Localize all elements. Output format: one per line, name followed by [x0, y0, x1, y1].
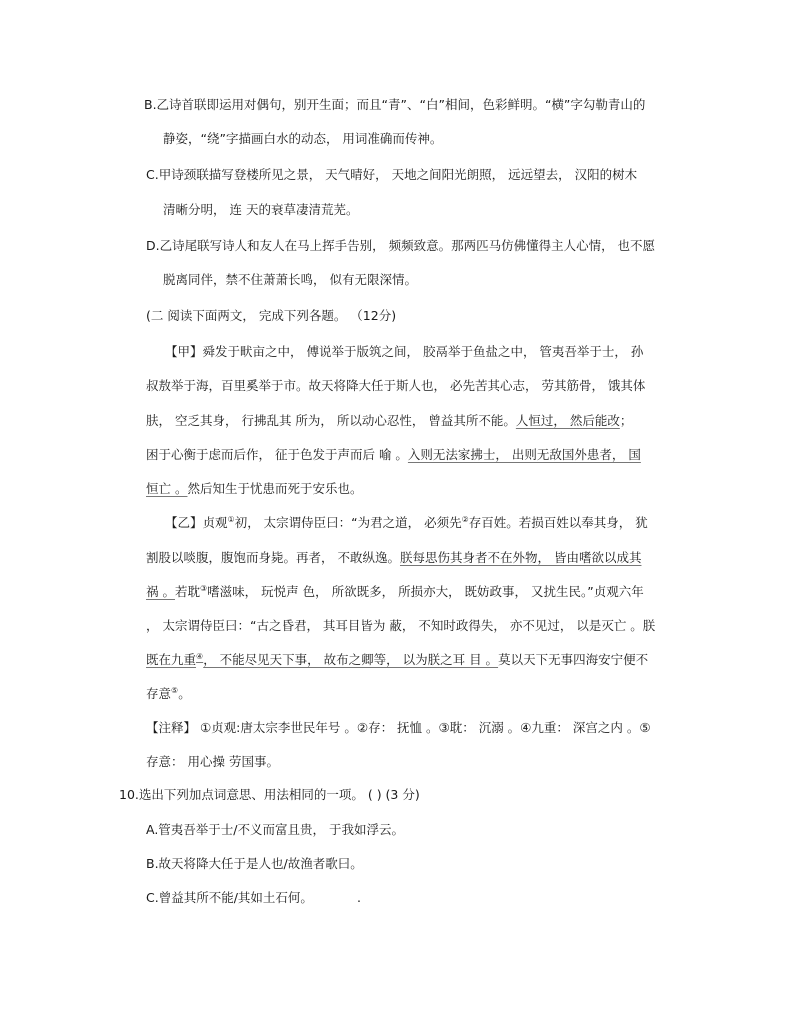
passage-jia-line-4: 困于心衡于虑而后作， 征于色发于声而后 喻 。入则无法家拂士， 出则无敌国外患者， 国 [146, 447, 641, 462]
underline-segment: 入则无法家拂士， 出则无敌国外患者， 国 [407, 447, 641, 462]
option-d-line-2: 脱离同伴，禁不住萧萧长鸣， 似有无限深情。 [163, 272, 417, 287]
footnote-ref-2: ② [461, 515, 469, 524]
underline-segment: ， 不能尽见天下事， 故布之卿等， 以为朕之耳 目 。 [203, 652, 499, 667]
passage-yi-line-3: 祸 。若耽③嗜滋味， 玩悦声 色， 所欲既多， 所损亦大， 既妨政事， 又扰生民。”贞观六年 [146, 584, 644, 599]
underline-segment: 恒亡 。 [146, 481, 188, 496]
footnote-ref-4: ④ [196, 652, 204, 661]
passage-yi-line-5: 既在九重④， 不能尽见天下事， 故布之卿等， 以为朕之耳 目 。莫以天下无事四海安宁便不 [146, 652, 649, 667]
passage-yi-line-1: 【乙】贞观①初， 太宗谓侍臣曰：“为君之道， 必须先②存百姓。若损百姓以奉其身， 犹 [165, 515, 648, 530]
underline-segment: 祸 。 [146, 584, 175, 599]
option-c-line-1: C.甲诗颈联描写登楼所见之景， 天气晴好， 天地之间阳光朗照， 远远望去， 汉阳的树木 [146, 167, 638, 182]
question-10-option-a: A.管夷吾举于士/不义而富且贵， 于我如浮云。 [146, 822, 404, 837]
question-10-stem: 10.选出下列加点词意思、用法相同的一项。 ( ) (3 分) [119, 787, 420, 802]
question-10-option-b: B.故天将降大任于是人也/故渔者歌曰。 [146, 856, 363, 871]
option-b-line-2: 静姿，“绕”字描画白水的动态， 用词准确而传神。 [163, 131, 443, 146]
footnote-ref-3: ③ [200, 584, 208, 593]
section-heading: (二 阅读下面两文， 完成下列各题。 （12分) [146, 308, 397, 323]
passage-yi-line-6: 存意⑤。 [146, 686, 191, 701]
notes-line-2: 存意： 用心操 劳国事。 [146, 754, 279, 769]
passage-yi-line-4: ， 太宗谓侍臣曰：“古之昏君， 其耳目皆为 蔽， 不知时政得失， 亦不见过， 以是灭亡 。朕 [146, 618, 656, 633]
passage-jia-line-1: 【甲】舜发于畎亩之中， 傅说举于版筑之间， 胶鬲举于鱼盐之中， 管夷吾举于士， 孙 [165, 344, 644, 359]
option-d-line-1: D.乙诗尾联写诗人和友人在马上挥手告别， 频频致意。那两匹马仿佛懂得主人心情， 也不愿 [146, 238, 656, 253]
passage-jia-line-5: 恒亡 。然后知生于忧患而死于安乐也。 [146, 481, 363, 496]
option-b-line-1: B.乙诗首联即运用对偶句，别开生面；而且“青”、“白”相间，色彩鲜明。“横”字勾勒青山的 [144, 97, 646, 112]
option-c-line-2: 清晰分明， 连 天的衰草凄清荒芜。 [163, 202, 359, 217]
underline-segment: 朕每思伤其身者不在外物， 皆由嗜欲以成其 [399, 550, 642, 565]
passage-jia-line-3: 肤， 空乏其身， 行拂乱其 所为， 所以动心忍性， 曾益其所不能。人恒过， 然后能改； [146, 413, 633, 428]
passage-jia-line-2: 叔敖举于海，百里奚举于市。故天将降大任于斯人也， 必先苦其心志， 劳其筋骨， 饿其体 [146, 378, 646, 393]
underline-segment: 既在九重 [146, 652, 197, 667]
stray-dot: . [357, 890, 361, 905]
underline-segment: 人恒过， 然后能改 [515, 413, 620, 428]
footnote-ref-5: ⑤ [171, 686, 179, 695]
question-10-option-c: C.曾益其所不能/其如土石何。 [146, 890, 313, 905]
notes-line-1: 【注释】 ①贞观:唐太宗李世民年号 。②存： 抚恤 。③耽： 沉溺 。④九重： 深宫之内 。⑤ [146, 720, 651, 735]
footnote-ref-1: ① [227, 515, 235, 524]
passage-yi-line-2: 割股以啖腹，腹饱而身毙。再者， 不敢纵逸。朕每思伤其身者不在外物， 皆由嗜欲以成其 [146, 550, 642, 565]
